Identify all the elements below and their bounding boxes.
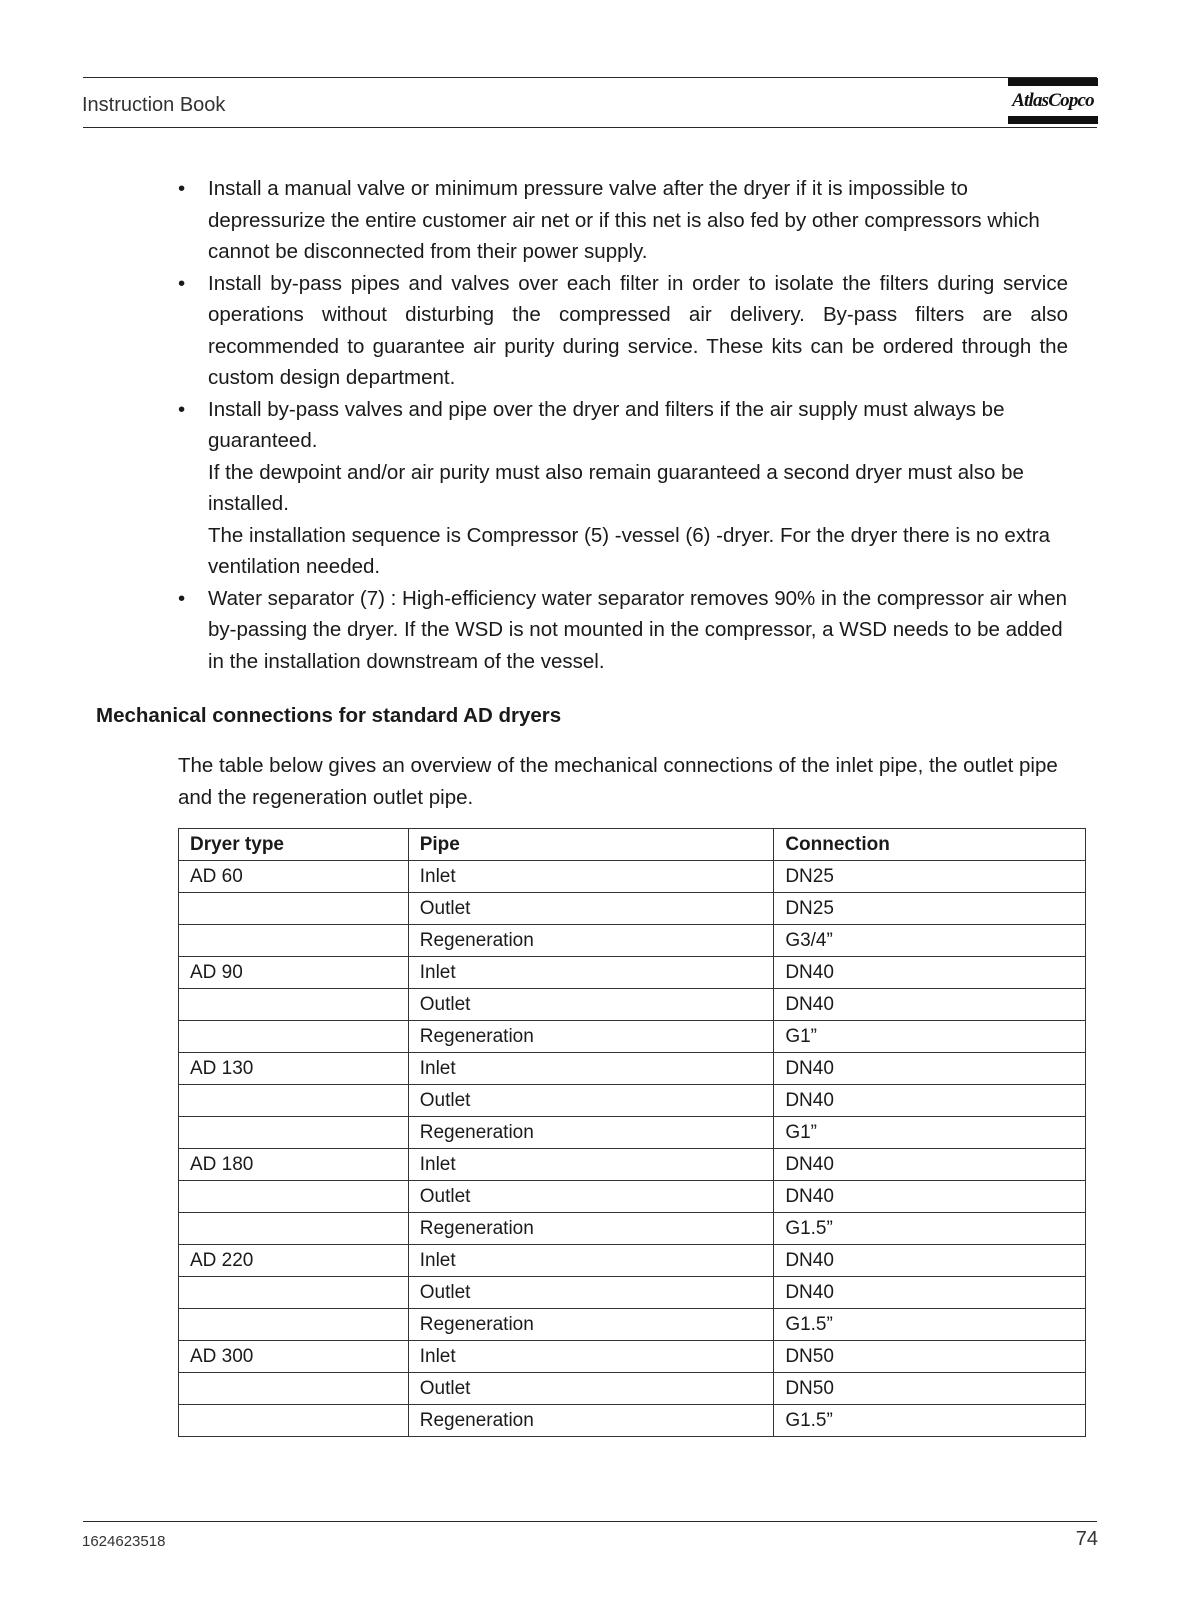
page-number: 74 bbox=[1075, 1528, 1098, 1550]
table-row bbox=[179, 1181, 1086, 1213]
table-row bbox=[179, 861, 1086, 893]
cell-dryer-type bbox=[179, 1181, 409, 1213]
cell-dryer-type bbox=[179, 989, 409, 1021]
cell-pipe: Outlet bbox=[408, 893, 774, 925]
cell-dryer-type bbox=[179, 1405, 409, 1437]
table-row bbox=[179, 989, 1086, 1021]
logo-top-bar bbox=[1008, 78, 1098, 86]
cell-pipe: Regeneration bbox=[408, 1309, 774, 1341]
cell-connection: DN40 bbox=[774, 989, 1086, 1021]
cell-dryer-type bbox=[179, 1117, 409, 1149]
cell-connection: DN25 bbox=[774, 893, 1086, 925]
cell-dryer-type bbox=[179, 1309, 409, 1341]
cell-pipe: Inlet bbox=[408, 1053, 774, 1085]
bullet-text: The installation sequence is Compressor (5) -vessel (6) -dryer. For the dryer there is no extra ventilation needed. bbox=[208, 523, 1050, 578]
cell-dryer-type bbox=[179, 1085, 409, 1117]
table-row bbox=[179, 1213, 1086, 1245]
table-row bbox=[179, 957, 1086, 989]
cell-pipe: Inlet bbox=[408, 1245, 774, 1277]
cell-dryer-type: AD 130 bbox=[179, 1053, 409, 1085]
cell-connection: G1” bbox=[774, 1021, 1086, 1053]
header-pipe: Pipe bbox=[408, 829, 774, 861]
header-dryer-type: Dryer type bbox=[179, 829, 409, 861]
cell-connection: G1.5” bbox=[774, 1309, 1086, 1341]
cell-pipe: Outlet bbox=[408, 1277, 774, 1309]
section-intro: The table below gives an overview of the mechanical connections of the inlet pipe, the outlet pipe and the regeneration outlet pipe. bbox=[178, 754, 1058, 809]
bullet-item bbox=[178, 173, 1068, 268]
table-header-row bbox=[179, 829, 1086, 861]
cell-dryer-type bbox=[179, 1213, 409, 1245]
cell-pipe: Inlet bbox=[408, 1341, 774, 1373]
bullet-icon: • bbox=[178, 586, 186, 610]
bullet-item bbox=[178, 394, 1068, 583]
cell-connection: DN50 bbox=[774, 1373, 1086, 1405]
cell-pipe: Inlet bbox=[408, 957, 774, 989]
cell-pipe: Outlet bbox=[408, 1085, 774, 1117]
cell-pipe: Inlet bbox=[408, 1149, 774, 1181]
cell-dryer-type bbox=[179, 893, 409, 925]
cell-dryer-type: AD 90 bbox=[179, 957, 409, 989]
header-bottom-rule bbox=[83, 127, 1097, 128]
connections-table bbox=[178, 828, 1086, 1437]
document-number: 1624623518 bbox=[82, 1533, 166, 1550]
cell-connection: G1.5” bbox=[774, 1213, 1086, 1245]
cell-dryer-type bbox=[179, 1021, 409, 1053]
section-heading: Mechanical connections for standard AD dryers bbox=[96, 704, 562, 727]
table-row bbox=[179, 925, 1086, 957]
cell-connection: DN50 bbox=[774, 1341, 1086, 1373]
table-row bbox=[179, 1117, 1086, 1149]
table-row bbox=[179, 893, 1086, 925]
cell-connection: G3/4” bbox=[774, 925, 1086, 957]
cell-pipe: Regeneration bbox=[408, 1021, 774, 1053]
table-row bbox=[179, 1085, 1086, 1117]
cell-connection: DN40 bbox=[774, 957, 1086, 989]
cell-pipe: Regeneration bbox=[408, 1405, 774, 1437]
bullet-text: Install by-pass pipes and valves over each filter in order to isolate the filters during service operations without disturbing the compressed air delivery. By-pass filters are also recommended to guarantee air purity during service. These kits can be ordered through the custom design department. bbox=[208, 271, 1068, 389]
cell-connection: DN40 bbox=[774, 1053, 1086, 1085]
cell-connection: DN40 bbox=[774, 1149, 1086, 1181]
cell-pipe: Regeneration bbox=[408, 925, 774, 957]
table-row bbox=[179, 1245, 1086, 1277]
header-title: Instruction Book bbox=[82, 94, 226, 116]
bullet-text: If the dewpoint and/or air purity must also remain guaranteed a second dryer must also be installed. bbox=[208, 460, 1024, 515]
cell-pipe: Outlet bbox=[408, 1181, 774, 1213]
cell-pipe: Outlet bbox=[408, 1373, 774, 1405]
bullet-icon: • bbox=[178, 177, 186, 200]
header-top-rule bbox=[83, 77, 1097, 78]
bullet-text: Water separator (7) : High-efficiency water separator removes 90% in the compressor air when by-passing the dryer. If the WSD is not mounted in the compressor, a WSD needs to be added in the installation downstream of the vessel. bbox=[208, 586, 1068, 673]
cell-pipe: Regeneration bbox=[408, 1117, 774, 1149]
logo-bottom-bar bbox=[1008, 116, 1098, 124]
bullet-item bbox=[178, 583, 1068, 678]
bullet-text: Install a manual valve or minimum pressure valve after the dryer if it is impossible to depressurize the entire customer air net or if this net is also fed by other compressors which cannot be disconnected from their power supply. bbox=[208, 177, 1040, 263]
footer-rule bbox=[83, 1521, 1097, 1522]
table-row bbox=[179, 1373, 1086, 1405]
bullet-icon: • bbox=[178, 397, 186, 421]
cell-connection: G1.5” bbox=[774, 1405, 1086, 1437]
table-row bbox=[179, 1053, 1086, 1085]
cell-dryer-type: AD 220 bbox=[179, 1245, 409, 1277]
table-row bbox=[179, 1341, 1086, 1373]
table-row bbox=[179, 1309, 1086, 1341]
installation-bullet-list bbox=[178, 173, 1068, 677]
cell-connection: G1” bbox=[774, 1117, 1086, 1149]
cell-pipe: Inlet bbox=[408, 861, 774, 893]
cell-connection: DN40 bbox=[774, 1085, 1086, 1117]
bullet-icon: • bbox=[178, 271, 186, 295]
cell-connection: DN40 bbox=[774, 1277, 1086, 1309]
cell-connection: DN40 bbox=[774, 1245, 1086, 1277]
table-row bbox=[179, 1405, 1086, 1437]
cell-dryer-type: AD 300 bbox=[179, 1341, 409, 1373]
bullet-text: Install by-pass valves and pipe over the dryer and filters if the air supply must always be guaranteed. bbox=[208, 397, 1005, 452]
cell-connection: DN25 bbox=[774, 861, 1086, 893]
table-row bbox=[179, 1021, 1086, 1053]
cell-dryer-type bbox=[179, 1373, 409, 1405]
cell-connection: DN40 bbox=[774, 1181, 1086, 1213]
table-row bbox=[179, 1277, 1086, 1309]
cell-dryer-type: AD 180 bbox=[179, 1149, 409, 1181]
cell-pipe: Regeneration bbox=[408, 1213, 774, 1245]
cell-pipe: Outlet bbox=[408, 989, 774, 1021]
table-row bbox=[179, 1149, 1086, 1181]
logo-wordmark: AtlasCopco bbox=[1012, 90, 1094, 111]
cell-dryer-type bbox=[179, 1277, 409, 1309]
atlas-copco-logo bbox=[1008, 78, 1098, 126]
cell-dryer-type bbox=[179, 925, 409, 957]
header-connection: Connection bbox=[774, 829, 1086, 861]
bullet-item bbox=[178, 268, 1068, 394]
cell-dryer-type: AD 60 bbox=[179, 861, 409, 893]
